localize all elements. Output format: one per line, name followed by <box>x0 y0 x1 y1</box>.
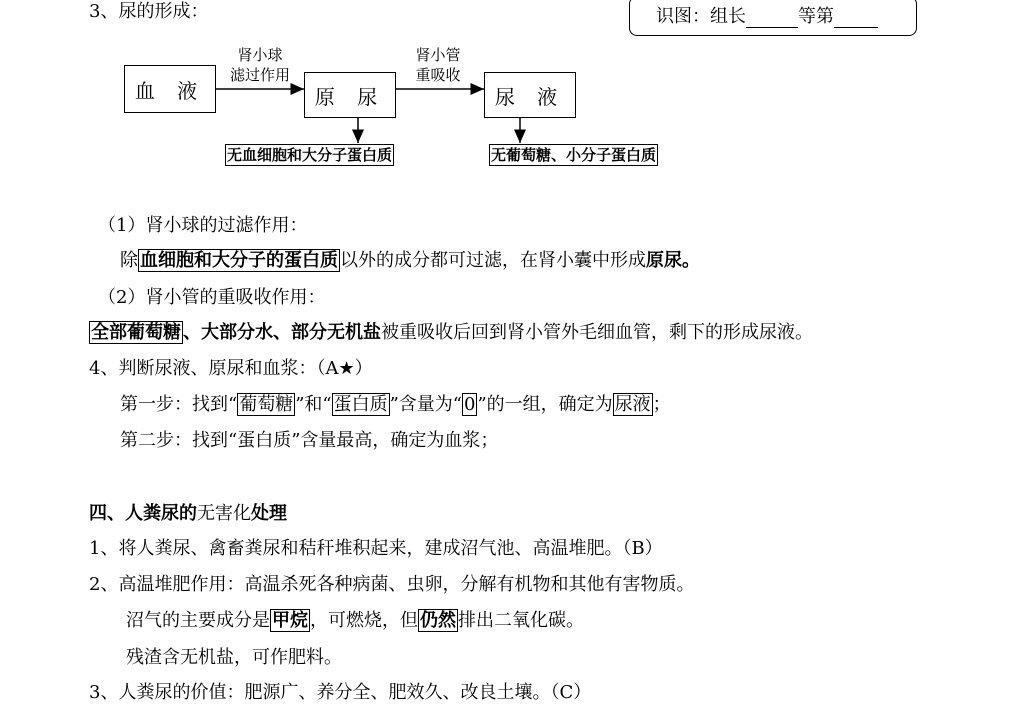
node-primary-urine: 原 尿 <box>304 72 396 118</box>
section2-boxed-term: 全部葡萄糖 <box>91 322 181 343</box>
section2-rest: 被重吸收后回到肾小管外毛细血管，剩下的形成尿液。 <box>381 322 813 343</box>
part4-residue: 残渣含无机盐，可作肥料。 <box>126 647 342 668</box>
section2-line <box>89 321 813 345</box>
part4-item2: 2、高温堆肥作用：高温杀死各种病菌、虫卵，分解有机物和其他有害物质。 <box>89 574 695 595</box>
biogas-box-methane: 甲烷 <box>272 610 308 631</box>
section-title: 3、尿的形成： <box>89 1 209 22</box>
arrow2-label-line1: 肾小管 <box>415 46 461 64</box>
section1-prefix: 除 <box>120 250 138 271</box>
section1-mid: 以外的成分都可过滤，在肾小囊中形成 <box>340 250 646 271</box>
arrow2-label <box>402 45 474 85</box>
id-box-prefix: 识图：组长 <box>656 6 746 27</box>
id-box-grade-label: 等第 <box>798 6 834 27</box>
note-primary-urine: 无血细胞和大分子蛋白质 <box>227 146 393 164</box>
section1-line <box>120 249 700 273</box>
step1-e: ； <box>652 394 671 415</box>
arrow1-label-line1: 肾小球 <box>237 46 283 64</box>
section2-bold-rest: 、大部分水、部分无机盐 <box>183 322 381 343</box>
arrow2-label-line2: 重吸收 <box>415 66 461 84</box>
part4-item1: 1、将人粪尿、禽畜粪尿和秸秆堆积起来，建成沼气池、高温堆肥。（B） <box>89 538 663 559</box>
note-urine: 无葡萄糖、小分子蛋白质 <box>491 146 657 164</box>
step1-d: ”的一组，确定为 <box>477 394 613 415</box>
section4-step2: 第二步：找到“蛋白质”含量最高，确定为血浆； <box>120 430 499 451</box>
biogas-b: ，可燃烧，但 <box>310 610 418 631</box>
arrow1-label-line2: 滤过作用 <box>229 66 290 84</box>
part4-heading-c: 处理 <box>251 503 287 524</box>
step1-box-zero: 0 <box>464 394 476 415</box>
part4-heading-b: 无害化 <box>197 503 251 524</box>
step1-box-glucose: 葡萄糖 <box>239 394 294 415</box>
step1-box-urine: 尿液 <box>614 394 651 415</box>
section4-step1 <box>120 393 671 417</box>
part4-heading <box>89 502 287 526</box>
biogas-c: 排出二氧化碳。 <box>458 610 584 631</box>
section1-heading: （1）肾小球的过滤作用： <box>98 215 308 236</box>
biogas-box-still: 仍然 <box>420 610 456 631</box>
step1-b: ”和“ <box>295 394 332 415</box>
part4-biogas <box>126 609 584 633</box>
section1-end: 原尿。 <box>646 250 700 271</box>
section4-heading: 4、判断尿液、原尿和血浆：（A★） <box>89 358 373 379</box>
step1-c: ”含量为“ <box>389 394 463 415</box>
step1-box-protein: 蛋白质 <box>333 394 388 415</box>
step1-a: 第一步：找到“ <box>120 394 238 415</box>
section2-heading: （2）肾小管的重吸收作用： <box>98 287 326 308</box>
node-urine: 尿 液 <box>484 72 576 118</box>
part4-item3: 3、人粪尿的价值：肥源广、养分全、肥效久、改良土壤。（C） <box>89 682 592 703</box>
part4-heading-a: 四、人粪尿的 <box>89 503 197 524</box>
section1-boxed-term: 血细胞和大分子的蛋白质 <box>140 250 338 271</box>
arrow1-label <box>222 45 298 85</box>
biogas-a: 沼气的主要成分是 <box>126 610 270 631</box>
node-blood: 血 液 <box>124 65 216 113</box>
